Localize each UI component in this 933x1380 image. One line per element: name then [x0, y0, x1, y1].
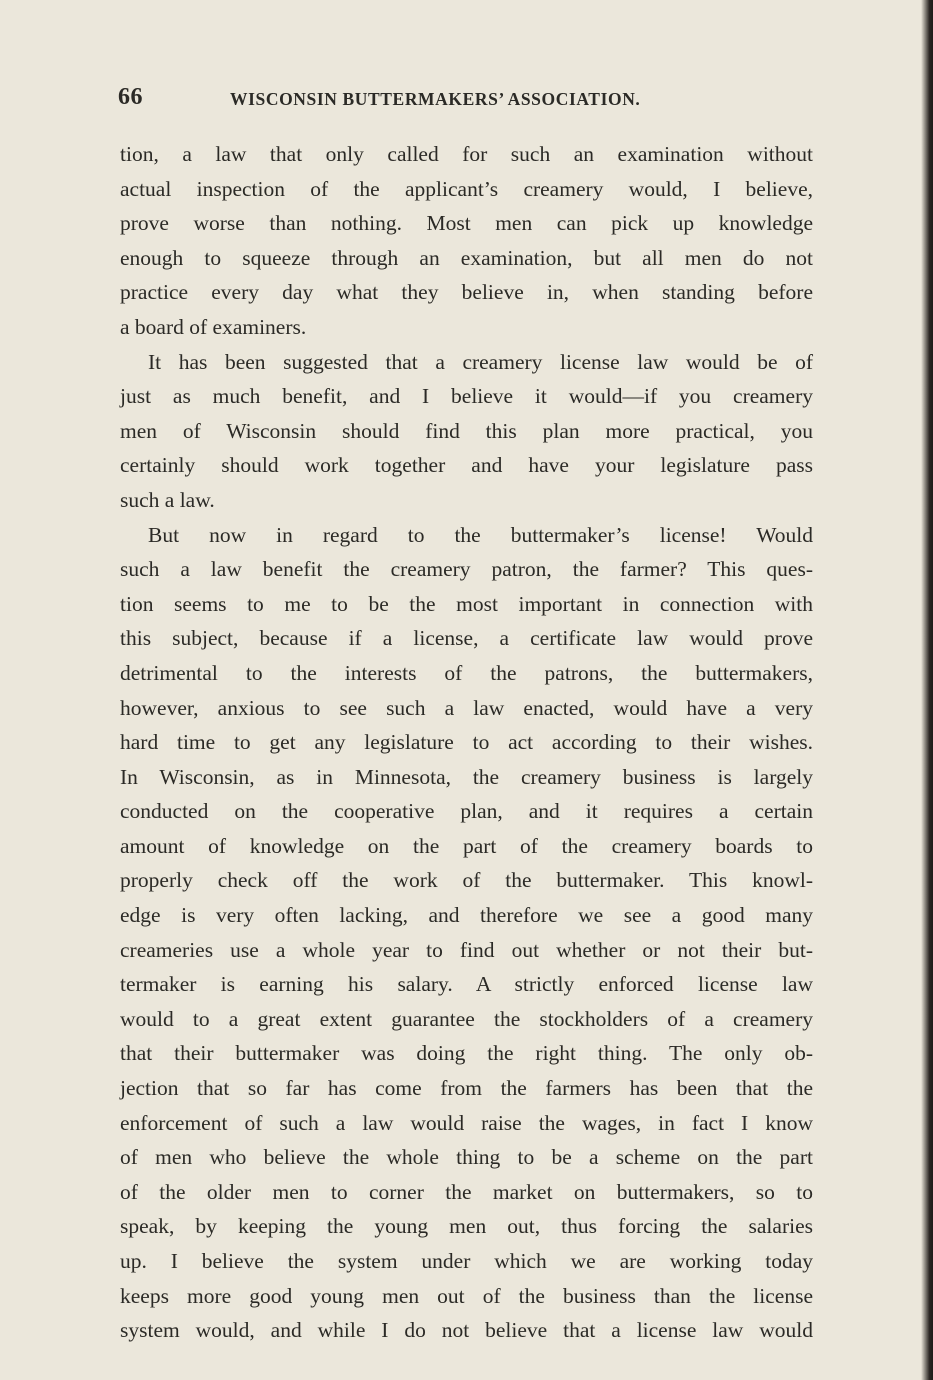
text-line: this subject, because if a license, a certificate law would prove	[120, 626, 813, 651]
text-line: system would, and while I do not believe that a license law would	[120, 1318, 813, 1343]
text-line: properly check off the work of the buttermaker. This knowl-	[120, 868, 813, 893]
text-line: up. I believe the system under which we are working today	[120, 1249, 813, 1273]
text-line: tion, a law that only called for such an examination without	[120, 142, 813, 166]
text-line: creameries use a whole year to find out whether or not their but-	[120, 937, 813, 962]
text-line: detrimental to the interests of the patrons, the buttermakers,	[120, 660, 813, 685]
text-line: such a law benefit the creamery patron, the farmer? This ques-	[120, 557, 813, 582]
text-line: such a law.	[120, 487, 215, 512]
text-line: certainly should work together and have your legislature pass	[120, 453, 813, 478]
text-line: prove worse than nothing. Most men can pick up knowledge	[120, 211, 813, 236]
text-line: practice every day what they believe in, when standing before	[120, 280, 813, 305]
text-line: conducted on the cooperative plan, and it requires a certain	[120, 799, 813, 824]
text-line: men of Wisconsin should find this plan more practical, you	[120, 418, 813, 443]
text-line: edge is very often lacking, and therefore we see a good many	[120, 903, 813, 928]
paragraph-2	[120, 345, 813, 518]
text-line: In Wisconsin, as in Minnesota, the creamery business is largely	[120, 764, 813, 789]
paragraph-3	[120, 518, 813, 1348]
text-line: of the older men to corner the market on buttermakers, so to	[120, 1179, 813, 1204]
paragraph-1	[120, 137, 813, 345]
page-header	[118, 84, 818, 114]
text-line: jection that so far has come from the farmers has been that the	[120, 1076, 813, 1101]
text-line: hard time to get any legislature to act according to their wishes.	[120, 730, 813, 755]
text-line: amount of knowledge on the part of the creamery boards to	[120, 833, 813, 858]
page-number: 66	[118, 84, 143, 110]
text-line: speak, by keeping the young men out, thus forcing the salaries	[120, 1214, 813, 1239]
text-line: would to a great extent guarantee the stockholders of a creamery	[120, 1006, 813, 1031]
text-line: a board of examiners.	[120, 314, 307, 339]
running-head: WISCONSIN BUTTERMAKERS’ ASSOCIATION.	[230, 89, 641, 109]
text-line: that their buttermaker was doing the right thing. The only ob-	[120, 1041, 813, 1066]
binding-shadow	[921, 0, 933, 1380]
body-text	[120, 137, 813, 1348]
text-line: enough to squeeze through an examination, but all men do not	[120, 245, 813, 270]
text-line: It has been suggested that a creamery license law would be of	[148, 349, 813, 374]
text-line: just as much benefit, and I believe it would—if you creamery	[120, 384, 813, 409]
text-line: But now in regard to the buttermaker’s license! Would	[148, 522, 813, 547]
text-line: actual inspection of the applicant’s creamery would, I believe,	[120, 176, 813, 201]
text-line: of men who believe the whole thing to be a scheme on the part	[120, 1145, 813, 1170]
text-line: however, anxious to see such a law enacted, would have a very	[120, 695, 813, 720]
text-line: enforcement of such a law would raise the wages, in fact I know	[120, 1110, 813, 1135]
text-line: termaker is earning his salary. A strictly enforced license law	[120, 972, 813, 997]
text-line: keeps more good young men out of the business than the license	[120, 1283, 813, 1308]
text-line: tion seems to me to be the most important in connection with	[120, 591, 813, 616]
